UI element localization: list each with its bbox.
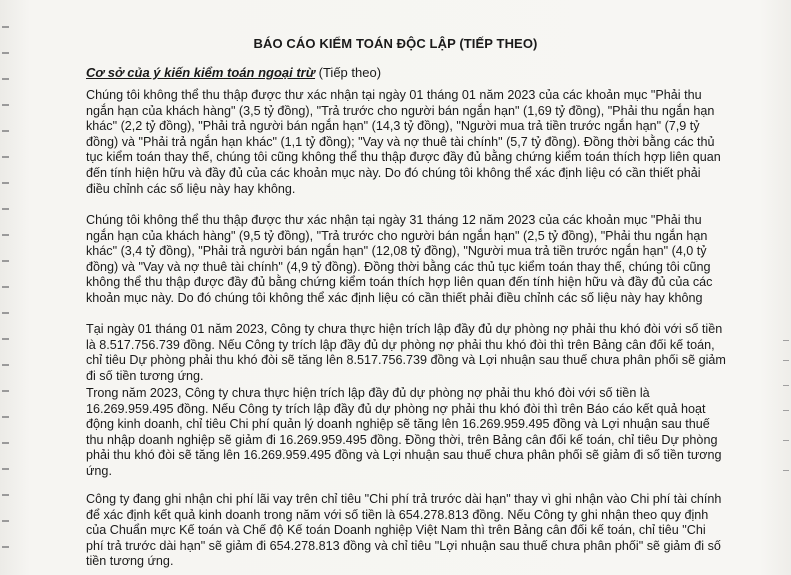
section-heading xyxy=(86,65,381,80)
section-heading-underlined: Cơ sở của ý kiến kiểm toán ngoại trừ xyxy=(86,65,316,80)
right-edge-marks xyxy=(779,330,789,490)
paragraph-2: Chúng tôi không thể thu thập được thư xác nhận tại ngày 31 tháng 12 năm 2023 của các khoản mục "Phải thu ngắn hạn của khách hàng" (9,5 tỷ đồng), "Trả trước cho người bán ngắn hạn" (2,5 tỷ đồng), "Phải thu ngắn hạn khác" (3,4 tỷ đồng), "Phải trả người bán ngắn hạn" (12,08 tỷ đồng), "Người mua trả tiền trước ngắn hạn" (4,0 tỷ đồng) và "Vay và nợ thuê tài chính" (4,9 tỷ đồng). Đồng thời bằng các thủ tục kiểm toán thay thế, chúng tôi cũng không thể thu thập được đầy đủ bằng chứng kiểm toán thích hợp liên quan đến tính hiện hữu và đầy đủ của các khoản mục này. Do đó chúng tôi không thể xác định liệu có cần thiết phải điều chỉnh các số liệu này hay không xyxy=(86,213,713,305)
binding-edge xyxy=(0,0,14,575)
paragraph-4: Trong năm 2023, Công ty chưa thực hiện trích lập đầy đủ dự phòng nợ phải thu khó đòi với số tiền là 16.269.959.495 đồng. Nếu Công ty trích lập đầy đủ dự phòng nợ phải thu khó đòi thì trên Báo cáo kết quả hoạt động kinh doanh, chỉ tiêu Chi phí quản lý doanh nghiệp sẽ tăng lên 16.269.959.495 đồng và Lợi nhuận sau thuế thu nhập doanh nghiệp sẽ giảm đi 16.269.959.495 đồng. Đồng thời, trên Bảng cân đối kế toán, chỉ tiêu Dự phòng phải thu khó đòi sẽ tăng lên 16.269.959.495 đồng và Lợi nhuận sau thuế chưa phân phối sẽ giảm đi số tiền tương ứng. xyxy=(86,386,722,478)
paragraph-5: Công ty đang ghi nhận chi phí lãi vay trên chỉ tiêu "Chi phí trả trước dài hạn" thay vì ghi nhận vào Chi phí tài chính để xác định kết quả kinh doanh trong năm với số tiền là 654.278.813 đồng. Nếu Công ty ghi nhận theo quy định của Chuẩn mực Kế toán và Chế độ Kế toán Doanh nghiệp Việt Nam thì trên Bảng cân đối kế toán, chỉ tiêu "Chi phí trả trước dài hạn" sẽ giảm đi 654.278.813 đồng và chỉ tiêu "Lợi nhuận sau thuế chưa phân phối" sẽ giảm đi số tiền tương ứng. xyxy=(86,492,722,569)
page-title: BÁO CÁO KIỂM TOÁN ĐỘC LẬP (TIẾP THEO) xyxy=(253,36,538,51)
paragraph-1: Chúng tôi không thể thu thập được thư xác nhận tại ngày 01 tháng 01 năm 2023 của các khoản mục "Phải thu ngắn hạn của khách hàng" (3,5 tỷ đồng), "Trả trước cho người bán ngắn hạn" (1,69 tỷ đồng), "Phải thu ngắn hạn khác" (2,2 tỷ đồng), "Phải trả người bán ngắn hạn" (14,3 tỷ đồng), "Người mua trả tiền trước ngắn hạn" (7,9 tỷ đồng) và "Phải trả ngắn hạn khác" (1,1 tỷ đồng); "Vay và nợ thuê tài chính" (5,7 tỷ đồng). Đồng thời bằng các thủ tục kiểm toán thay thế, chúng tôi cũng không thể thu thập được đầy đủ bằng chứng kiểm toán thích hợp liên quan đến tính hiện hữu và đầy đủ của các khoản mục này. Do đó chúng tôi không thể xác định liệu có cần thiết phải điều chỉnh các số liệu này hay không. xyxy=(86,88,721,196)
paragraph-3: Tại ngày 01 tháng 01 năm 2023, Công ty chưa thực hiện trích lập đầy đủ dự phòng nợ phải thu khó đòi với số tiền là 8.517.756.739 đồng. Nếu Công ty trích lập đầy đủ dự phòng nợ phải thu khó đòi thì trên Bảng cân đối kế toán, chỉ tiêu Dự phòng phải thu khó đòi sẽ tăng lên 8.517.756.739 đồng và Lợi nhuận sau thuế chưa phân phối sẽ giảm đi số tiền tương ứng. xyxy=(86,322,726,383)
section-heading-suffix: (Tiếp theo) xyxy=(315,65,382,80)
